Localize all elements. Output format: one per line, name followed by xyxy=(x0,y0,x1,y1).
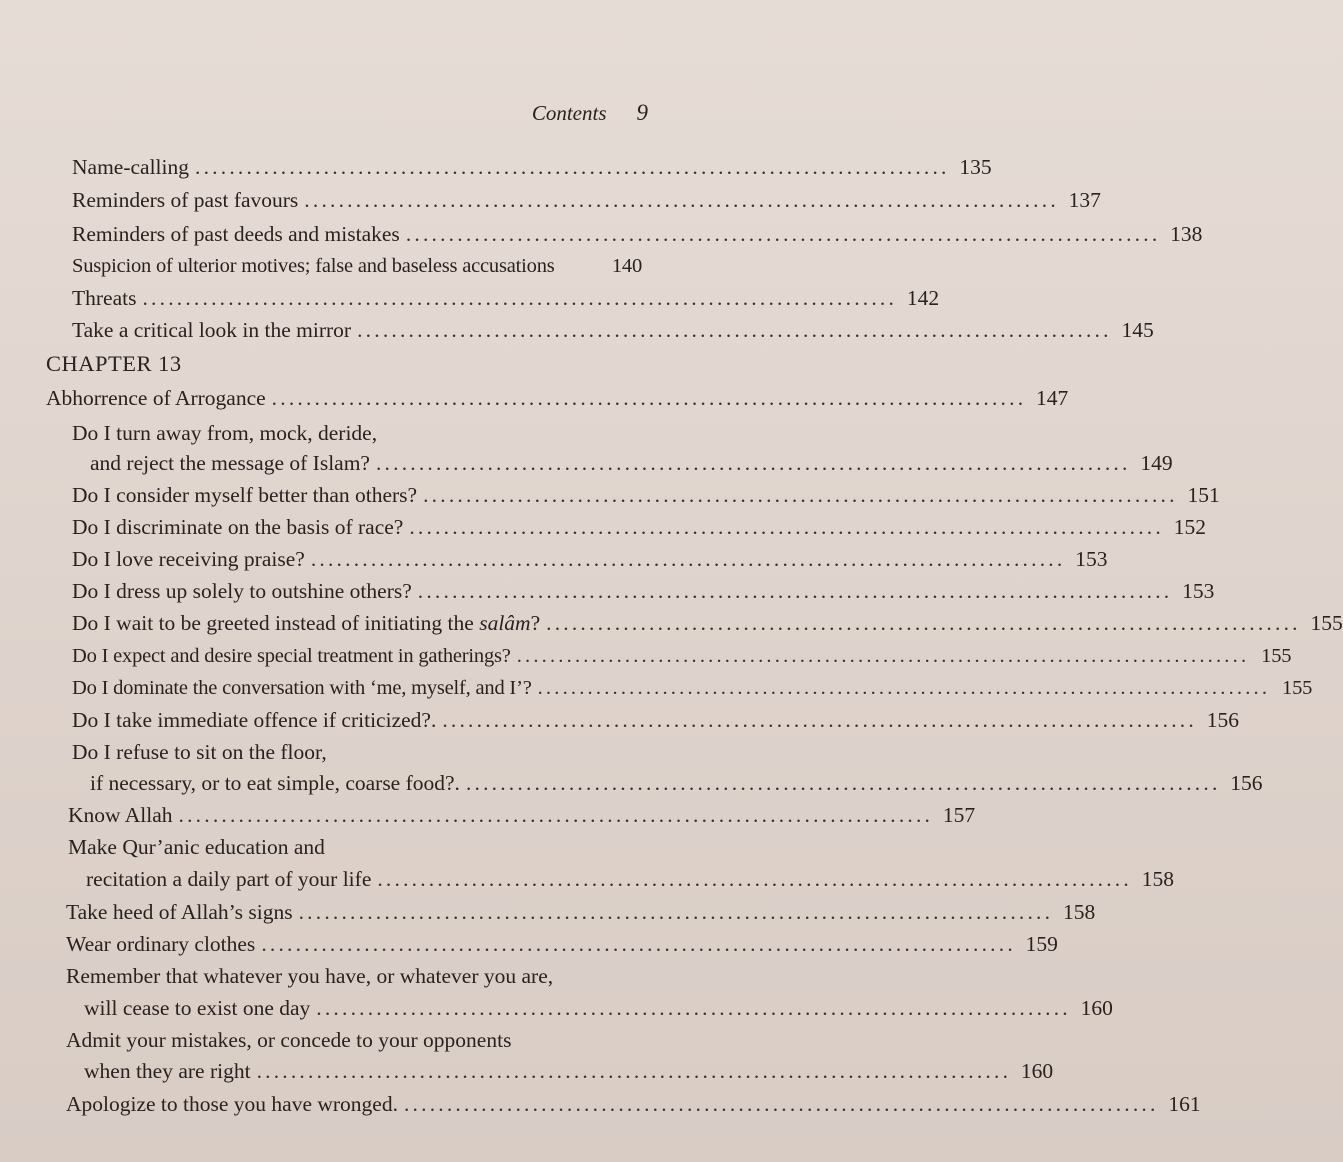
toc-entry-title: Suspicion of ulterior motives; false and baseless accusations xyxy=(72,255,555,277)
leader-dots: ........................................................................................ xyxy=(316,996,1071,1020)
toc-entry-title: Reminders of past favours xyxy=(72,188,299,212)
toc-entry[interactable] xyxy=(72,152,992,182)
toc-entry-page: 155 xyxy=(1282,677,1313,699)
toc-entry[interactable] xyxy=(72,576,1215,606)
toc-entry[interactable] xyxy=(72,641,1292,671)
toc-entry-title: Apologize to those you have wronged. xyxy=(66,1092,398,1116)
toc-entry-page: 160 xyxy=(1020,1059,1054,1083)
toc-entry-title: Do I dress up solely to outshine others? xyxy=(72,579,412,603)
leader-dots: ........................................................................................ xyxy=(357,318,1112,342)
running-head xyxy=(532,100,648,126)
leader-dots: ........................................................................................ xyxy=(298,900,1054,924)
leader-dots: ........................................................................................ xyxy=(465,771,1221,795)
toc-entry[interactable] xyxy=(72,185,1101,215)
chapter-page: 147 xyxy=(1036,386,1069,410)
toc-entry-line-1[interactable]: Remember that whatever you have, or whatever you are, xyxy=(66,964,554,988)
leader-dots: ........................................................................................ xyxy=(403,1092,1159,1116)
leader-dots: ........................................................................................ xyxy=(304,188,1059,212)
toc-entry-page: 138 xyxy=(1170,222,1203,246)
toc-entry-line-1[interactable]: Admit your mistakes, or concede to your opponents xyxy=(66,1028,512,1052)
toc-entry-page: 153 xyxy=(1182,579,1215,603)
chapter-title-entry[interactable] xyxy=(46,383,1069,413)
toc-entry-page: 160 xyxy=(1080,996,1113,1020)
toc-entry-line-1[interactable]: Do I refuse to sit on the floor, xyxy=(72,740,327,764)
leader-dots: ........................................................................................ xyxy=(310,547,1066,571)
toc-entry-page: 155 xyxy=(1261,645,1292,667)
leader-dots: ........................................................................................ xyxy=(261,932,1016,956)
toc-entry-title: Do I love receiving praise? xyxy=(72,547,305,571)
toc-entry[interactable] xyxy=(72,251,642,281)
toc-entry-page: 156 xyxy=(1230,771,1263,795)
toc-entry-title: if necessary, or to eat simple, coarse food?. xyxy=(90,771,460,795)
toc-entry[interactable] xyxy=(72,705,1239,735)
leader-dots: ........................................................................................ xyxy=(178,803,934,827)
toc-entry-page: 151 xyxy=(1187,483,1220,507)
toc-entry-page: 156 xyxy=(1206,708,1239,732)
leader-dots: ........................................................................................ xyxy=(546,611,1301,635)
toc-entry-title-part: Do I wait to be greeted instead of initiating the xyxy=(72,611,480,635)
toc-entry[interactable] xyxy=(72,219,1203,249)
leader-dots: ........................................................................................ xyxy=(423,483,1178,507)
toc-entry-title-part: ? xyxy=(530,611,541,635)
toc-entry-page: 157 xyxy=(942,803,976,827)
leader-dots: ........................................................................................ xyxy=(405,222,1161,246)
toc-entry[interactable] xyxy=(84,993,1113,1023)
toc-entry[interactable] xyxy=(72,480,1220,510)
toc-entry-page: 152 xyxy=(1173,515,1206,539)
toc-entry-title: Take a critical look in the mirror xyxy=(72,318,352,342)
leader-dots: ........................................................................................ xyxy=(195,155,950,179)
toc-entry-page: 137 xyxy=(1068,188,1101,212)
toc-entry-title: Do I discriminate on the basis of race? xyxy=(72,515,404,539)
toc-entry[interactable] xyxy=(72,544,1108,574)
chapter-label: CHAPTER 13 xyxy=(46,351,182,376)
toc-entry-title: when they are right xyxy=(84,1059,251,1083)
toc-entry-page: 155 xyxy=(1310,611,1343,635)
toc-entry-title xyxy=(72,608,540,638)
toc-entry-title: Do I expect and desire special treatment in gatherings? xyxy=(72,645,511,667)
toc-entry-page: 145 xyxy=(1121,318,1154,342)
toc-entry[interactable] xyxy=(66,1089,1201,1119)
leader-dots: ........................................................................................ xyxy=(417,579,1173,603)
toc-entry-line-1[interactable]: Do I turn away from, mock, deride, xyxy=(72,421,378,445)
leader-dots: ........................................................................................ xyxy=(271,386,1027,410)
toc-entry-title: and reject the message of Islam? xyxy=(90,451,370,475)
toc-entry[interactable] xyxy=(66,929,1058,959)
leader-dots: ........................................................................................ xyxy=(377,867,1132,891)
toc-entry[interactable] xyxy=(90,448,1173,478)
toc-entry[interactable] xyxy=(72,283,940,313)
toc-entry-title: Do I dominate the conversation with ‘me, myself, and I’? xyxy=(72,677,532,699)
toc-entry-page: 153 xyxy=(1075,547,1108,571)
toc-entry-title: Do I consider myself better than others? xyxy=(72,483,418,507)
toc-entry-title: Take heed of Allah’s signs xyxy=(66,900,293,924)
toc-entry-title: Know Allah xyxy=(68,803,173,827)
toc-entry-page: 158 xyxy=(1062,900,1096,924)
toc-entry-title-italic: salâm xyxy=(479,611,531,635)
toc-entry-title: Wear ordinary clothes xyxy=(66,932,256,956)
running-head-title: Contents xyxy=(531,101,607,125)
toc-entry-page: 149 xyxy=(1140,451,1173,475)
toc-entry-title: Do I take immediate offence if criticized?. xyxy=(72,708,437,732)
toc-entry-title: Threats xyxy=(72,286,137,310)
toc-entry[interactable] xyxy=(68,800,976,830)
toc-entry[interactable] xyxy=(72,315,1154,345)
toc-entry-title: will cease to exist one day xyxy=(84,996,311,1020)
page-number: 9 xyxy=(636,100,648,125)
toc-entry-page: 140 xyxy=(611,255,642,277)
toc-entry-page: 135 xyxy=(959,155,992,179)
toc-entry-page: 158 xyxy=(1141,867,1174,891)
toc-entry[interactable] xyxy=(72,512,1206,542)
leader-dots: ........................................................................................ xyxy=(409,515,1164,539)
leader-dots: ........................................................................................ xyxy=(256,1059,1012,1083)
toc-entry[interactable] xyxy=(90,768,1263,798)
leader-dots: ........................................................................................ xyxy=(537,677,1271,699)
leader-dots: ........................................................................................ xyxy=(516,645,1250,667)
leader-dots: ........................................................................................ xyxy=(375,451,1131,475)
chapter-title: Abhorrence of Arrogance xyxy=(46,386,266,410)
toc-entry-page: 142 xyxy=(906,286,940,310)
toc-entry[interactable] xyxy=(86,864,1174,894)
toc-entry-title: Reminders of past deeds and mistakes xyxy=(72,222,400,246)
toc-entry-page: 159 xyxy=(1025,932,1058,956)
leader-dots: ........................................................................................ xyxy=(442,708,1197,732)
leader-dots: ........................................................................................ xyxy=(142,286,898,310)
toc-entry[interactable] xyxy=(72,673,1313,703)
toc-entry-line-1[interactable]: Make Qur’anic education and xyxy=(68,835,325,859)
toc-entry-title: recitation a daily part of your life xyxy=(86,867,372,891)
toc-entry[interactable] xyxy=(84,1056,1054,1086)
toc-entry-title: Name-calling xyxy=(72,155,190,179)
toc-entry[interactable] xyxy=(72,608,1343,638)
toc-entry[interactable] xyxy=(66,897,1096,927)
toc-entry-page: 161 xyxy=(1168,1092,1201,1116)
